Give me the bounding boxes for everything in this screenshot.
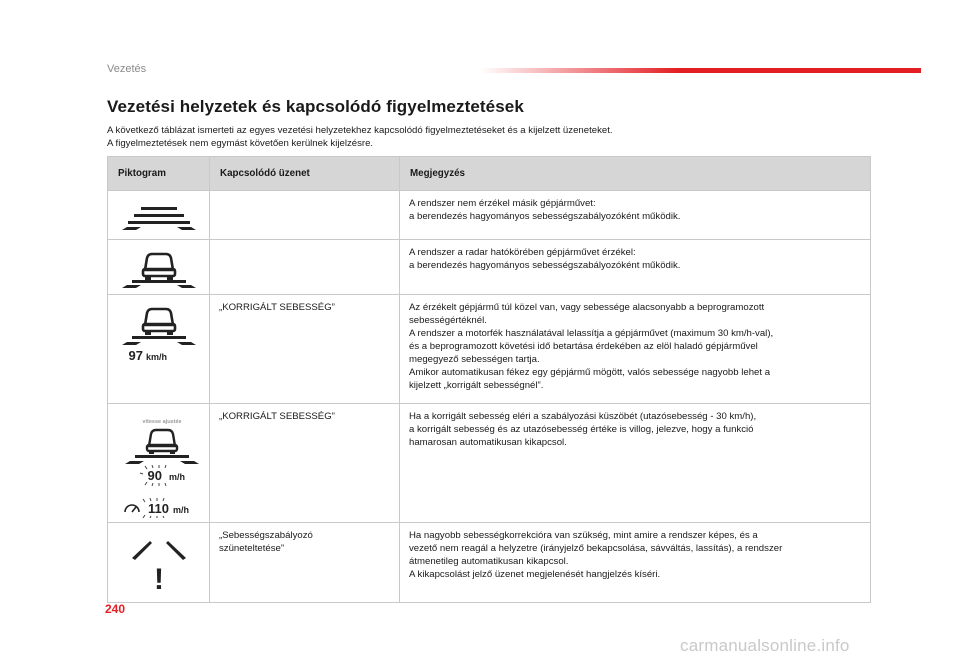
header-piktogram: Piktogram bbox=[108, 157, 210, 191]
intro-line: A figyelmeztetések nem egymást követően kerülnek kijelzésre. bbox=[107, 138, 374, 149]
message-cell: „KORRIGÁLT SEBESSÉG” bbox=[210, 404, 400, 523]
note-cell: Ha a korrigált sebesség eléri a szabályozási küszöbét (utazósebesség - 30 km/h), a korrigált sebesség és az utazósebesség értéke is villog, jelezve, hogy a funkció hamarosan automatikusan kikapcsol. bbox=[400, 404, 871, 523]
intro-line: A következő táblázat ismerteti az egyes vezetési helyzetekhez kapcsolódó figyelmeztetéseket és a kijelzett üzeneteket. bbox=[107, 125, 613, 136]
message-cell: „KORRIGÁLT SEBESSÉG” bbox=[210, 295, 400, 404]
warning-exclamation-icon bbox=[119, 533, 199, 597]
exclamation-mark: ! bbox=[153, 563, 164, 596]
picto-cell bbox=[108, 191, 210, 240]
message-cell: „Sebességszabályozó szüneteltetése” bbox=[210, 523, 400, 603]
small-label: vitesse ajustée bbox=[142, 419, 182, 425]
table-row bbox=[108, 295, 871, 404]
speed-value: 90 bbox=[147, 468, 162, 483]
header-accent-bar bbox=[480, 68, 921, 73]
speed-value: 110 bbox=[148, 501, 169, 516]
note-cell: Ha nagyobb sebességkorrekcióra van szükség, mint amire a rendszer képes, és a vezető nem reagál a helyzetre (irányjelző bekapcsolása, sávváltás, lassítás), a rendszer átmenetileg automatikusan kikapcsol. A kikapcsolást jelző üzenet megjelenését hangjelzés kíséri. bbox=[400, 523, 871, 603]
table-row bbox=[108, 240, 871, 295]
corrected-speed-icon bbox=[117, 305, 201, 367]
table-row bbox=[108, 404, 871, 523]
speed-unit: m/h bbox=[173, 505, 190, 515]
message-cell bbox=[210, 240, 400, 295]
note-cell: Az érzékelt gépjármű túl közel van, vagy sebessége alacsonyabb a beprogramozott sebességértéknél. A rendszer a motorfék használatával lelassítja a gépjárművet (maximum 30 km/h-val), és a beprogramozott követési idő betartása érdekében az elöl haladó gépjárművel megegyező sebességen tartja. Amikor automatikusan fékez egy gépjármű mögött, valós sebessége nagyobb lehet a kijelzett „korrigált sebességnél”. bbox=[400, 295, 871, 404]
picto-cell bbox=[108, 295, 210, 404]
speed-value: 97 bbox=[128, 348, 143, 363]
section-label: Vezetés bbox=[107, 63, 147, 75]
cruise-control-icon bbox=[125, 505, 139, 512]
note-cell: A rendszer a radar hatókörében gépjárművet érzékel: a berendezés hagyományos sebességszabályozóként működik. bbox=[400, 240, 871, 295]
message-cell bbox=[210, 191, 400, 240]
page-number: 240 bbox=[105, 602, 126, 616]
warnings-table bbox=[107, 156, 871, 603]
lane-lines-icon bbox=[119, 201, 199, 235]
table-row bbox=[108, 523, 871, 603]
vehicle-ahead-icon bbox=[119, 250, 199, 290]
picto-cell bbox=[108, 240, 210, 295]
page-title: Vezetési helyzetek és kapcsolódó figyelmeztetések bbox=[107, 97, 524, 116]
table-header-row bbox=[108, 157, 871, 191]
table-row bbox=[108, 191, 871, 240]
note-cell: A rendszer nem érzékel másik gépjárművet: a berendezés hagyományos sebességszabályozóként működik. bbox=[400, 191, 871, 240]
header-message: Kapcsolódó üzenet bbox=[210, 157, 400, 191]
speed-unit: m/h bbox=[169, 472, 186, 482]
watermark: carmanualsonline.info bbox=[680, 636, 850, 655]
speed-unit: km/h bbox=[146, 352, 168, 362]
speed-threshold-icon bbox=[117, 414, 207, 518]
picto-cell bbox=[108, 404, 210, 523]
intro-text bbox=[107, 124, 613, 150]
picto-cell bbox=[108, 523, 210, 603]
header-note: Megjegyzés bbox=[400, 157, 871, 191]
